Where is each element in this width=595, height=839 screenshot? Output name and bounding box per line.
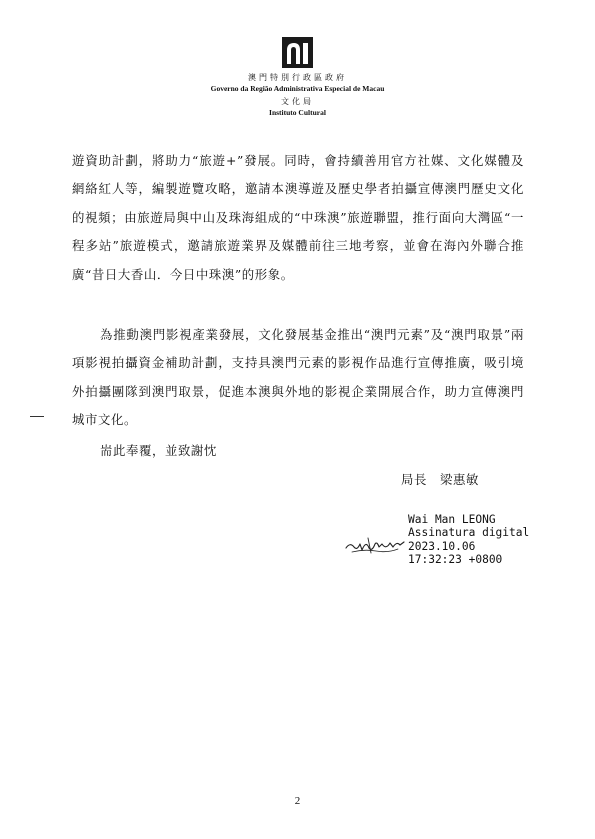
macau-government-logo-icon — [282, 37, 313, 68]
header-government-chinese: 澳門特別行政區政府 — [248, 73, 347, 82]
signature-name: Wai Man LEONG — [408, 513, 496, 526]
signature-label: Assinatura digital — [408, 526, 530, 540]
signature-date: 2023.10.06 — [408, 539, 476, 553]
body-paragraph-2: 為推動澳門影視產業發展，文化發展基金推出“澳門元素”及“澳門取景”兩項影視拍攝資金補助計劃，支持具澳門元素的影視作品進行宣傳推廣，吸引境外拍攝團隊到澳門取景，促進本澳與外地的影視企業開展合作，助力宣傳澳門城市文化。 — [72, 327, 524, 428]
handwritten-signature-icon — [344, 532, 406, 556]
margin-mark — [30, 416, 44, 417]
body-paragraph-1: 遊資助計劃，將助力“旅遊+”發展。同時，會持續善用官方社媒、文化媒體及網絡紅人等，編製遊覽攻略，邀請本澳導遊及歷史學者拍攝宣傳澳門歷史文化的視頻；由旅遊局與中山及珠海組成的“中珠澳”旅遊聯盟，推行面向大灣區“一程多站”旅遊模式，邀請旅遊業界及媒體前往三地考察，並會在海內外聯合推廣“昔日大香山．今日中珠澳”的形象。 — [72, 153, 524, 282]
closing-line: 耑此奉覆，並致謝忱 — [100, 443, 217, 458]
header-government-portuguese: Governo da Região Administrativa Especial de Macau — [210, 84, 385, 93]
digital-signature-block — [408, 513, 529, 567]
page-number: 2 — [294, 795, 301, 807]
header-institute-portuguese: Instituto Cultural — [269, 108, 326, 117]
signatory-title: 局長 梁惠敏 — [401, 472, 479, 487]
signature-time: 17:32:23 +0800 — [408, 553, 503, 567]
header-institute-chinese: 文化局 — [281, 97, 314, 106]
